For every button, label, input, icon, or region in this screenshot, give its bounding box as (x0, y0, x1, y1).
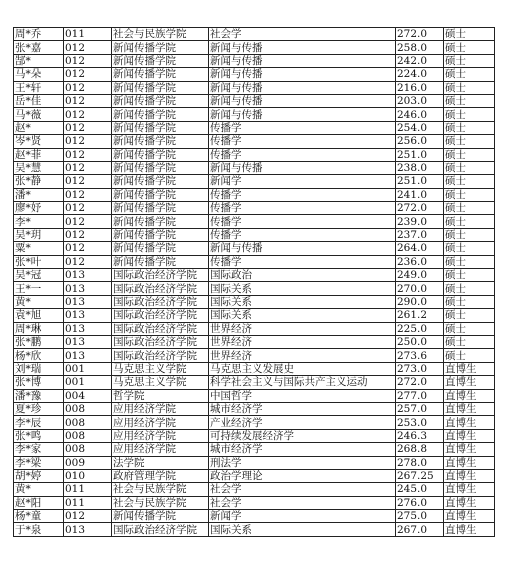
degree-type-cell: 硕士 (444, 242, 495, 255)
name-cell: 张*博 (14, 376, 64, 389)
degree-type-cell: 硕士 (444, 135, 495, 148)
table-row (14, 242, 495, 255)
table-row (14, 135, 495, 148)
score-cell: 264.0 (396, 242, 444, 255)
name-cell: 王*轩 (14, 81, 64, 94)
major-cell: 城市经济学 (209, 443, 396, 456)
school-code-cell: 012 (64, 148, 112, 161)
degree-type-cell: 直博生 (444, 483, 495, 496)
school-cell: 新闻传播学院 (112, 255, 209, 268)
degree-type-cell: 直博生 (444, 376, 495, 389)
school-cell: 马克思主义学院 (112, 376, 209, 389)
name-cell: 杨*童 (14, 510, 64, 523)
score-cell: 250.0 (396, 335, 444, 348)
name-cell: 刘*瑞 (14, 362, 64, 375)
score-cell: 272.0 (396, 202, 444, 215)
degree-type-cell: 硕士 (444, 68, 495, 81)
major-cell: 传播学 (209, 255, 396, 268)
school-cell: 新闻传播学院 (112, 148, 209, 161)
table-row (14, 362, 495, 375)
school-cell: 新闻传播学院 (112, 121, 209, 134)
table-row (14, 389, 495, 402)
school-cell: 国际政治经济学院 (112, 269, 209, 282)
score-cell: 237.0 (396, 228, 444, 241)
major-cell: 新闻与传播 (209, 41, 396, 54)
score-cell: 277.0 (396, 389, 444, 402)
name-cell: 黄* (14, 295, 64, 308)
name-cell: 潘*豫 (14, 389, 64, 402)
name-cell: 郜* (14, 54, 64, 67)
name-cell: 袁*旭 (14, 309, 64, 322)
name-cell: 胡*婷 (14, 469, 64, 482)
degree-type-cell: 直博生 (444, 416, 495, 429)
degree-type-cell: 硕士 (444, 54, 495, 67)
degree-type-cell: 硕士 (444, 175, 495, 188)
table-row (14, 402, 495, 415)
school-code-cell: 013 (64, 349, 112, 362)
degree-type-cell: 硕士 (444, 188, 495, 201)
school-code-cell: 013 (64, 309, 112, 322)
name-cell: 廖*妤 (14, 202, 64, 215)
name-cell: 潘* (14, 188, 64, 201)
major-cell: 传播学 (209, 135, 396, 148)
score-cell: 241.0 (396, 188, 444, 201)
major-cell: 传播学 (209, 228, 396, 241)
school-cell: 新闻传播学院 (112, 242, 209, 255)
degree-type-cell: 硕士 (444, 228, 495, 241)
score-cell: 225.0 (396, 322, 444, 335)
degree-type-cell: 硕士 (444, 148, 495, 161)
school-code-cell: 012 (64, 81, 112, 94)
major-cell: 传播学 (209, 215, 396, 228)
school-code-cell: 010 (64, 469, 112, 482)
score-cell: 273.0 (396, 362, 444, 375)
major-cell: 社会学 (209, 496, 396, 509)
school-code-cell: 012 (64, 510, 112, 523)
degree-type-cell: 直博生 (444, 469, 495, 482)
table-row (14, 228, 495, 241)
school-cell: 新闻传播学院 (112, 81, 209, 94)
score-cell: 261.2 (396, 309, 444, 322)
degree-type-cell: 硕士 (444, 28, 495, 41)
name-cell: 赵* (14, 121, 64, 134)
admission-table (13, 27, 495, 537)
school-code-cell: 009 (64, 456, 112, 469)
major-cell: 新闻与传播 (209, 94, 396, 107)
score-cell: 278.0 (396, 456, 444, 469)
school-cell: 国际政治经济学院 (112, 322, 209, 335)
major-cell: 城市经济学 (209, 402, 396, 415)
name-cell: 吴*慧 (14, 161, 64, 174)
table-row (14, 41, 495, 54)
degree-type-cell: 直博生 (444, 523, 495, 536)
name-cell: 李*家 (14, 443, 64, 456)
school-cell: 国际政治经济学院 (112, 295, 209, 308)
degree-type-cell: 硕士 (444, 94, 495, 107)
major-cell: 传播学 (209, 188, 396, 201)
school-cell: 新闻传播学院 (112, 215, 209, 228)
school-code-cell: 012 (64, 188, 112, 201)
major-cell: 刑法学 (209, 456, 396, 469)
school-cell: 应用经济学院 (112, 416, 209, 429)
major-cell: 马克思主义发展史 (209, 362, 396, 375)
major-cell: 新闻与传播 (209, 54, 396, 67)
major-cell: 新闻学 (209, 175, 396, 188)
school-cell: 新闻传播学院 (112, 175, 209, 188)
table-row (14, 121, 495, 134)
school-code-cell: 013 (64, 322, 112, 335)
school-cell: 新闻传播学院 (112, 41, 209, 54)
degree-type-cell: 硕士 (444, 108, 495, 121)
score-cell: 239.0 (396, 215, 444, 228)
major-cell: 可持续发展经济学 (209, 429, 396, 442)
score-cell: 273.6 (396, 349, 444, 362)
score-cell: 272.0 (396, 376, 444, 389)
school-code-cell: 008 (64, 443, 112, 456)
table-row (14, 188, 495, 201)
table-row (14, 175, 495, 188)
score-cell: 275.0 (396, 510, 444, 523)
degree-type-cell: 硕士 (444, 121, 495, 134)
school-code-cell: 012 (64, 161, 112, 174)
school-code-cell: 012 (64, 255, 112, 268)
school-code-cell: 012 (64, 41, 112, 54)
table-row (14, 255, 495, 268)
school-code-cell: 013 (64, 523, 112, 536)
name-cell: 张*鸣 (14, 429, 64, 442)
school-code-cell: 012 (64, 215, 112, 228)
school-code-cell: 008 (64, 429, 112, 442)
school-code-cell: 012 (64, 135, 112, 148)
school-code-cell: 008 (64, 402, 112, 415)
table-row (14, 429, 495, 442)
table-row (14, 443, 495, 456)
score-cell: 267.0 (396, 523, 444, 536)
school-code-cell: 012 (64, 54, 112, 67)
table-row (14, 295, 495, 308)
name-cell: 岑*贤 (14, 135, 64, 148)
school-code-cell: 008 (64, 416, 112, 429)
school-cell: 政府管理学院 (112, 469, 209, 482)
name-cell: 李*梁 (14, 456, 64, 469)
score-cell: 253.0 (396, 416, 444, 429)
major-cell: 新闻学 (209, 510, 396, 523)
school-cell: 新闻传播学院 (112, 94, 209, 107)
score-cell: 251.0 (396, 175, 444, 188)
school-code-cell: 011 (64, 483, 112, 496)
table-row (14, 523, 495, 536)
score-cell: 242.0 (396, 54, 444, 67)
major-cell: 社会学 (209, 483, 396, 496)
school-code-cell: 013 (64, 282, 112, 295)
degree-type-cell: 硕士 (444, 335, 495, 348)
major-cell: 中国哲学 (209, 389, 396, 402)
major-cell: 国际政治 (209, 269, 396, 282)
degree-type-cell: 硕士 (444, 161, 495, 174)
school-code-cell: 012 (64, 228, 112, 241)
school-cell: 新闻传播学院 (112, 108, 209, 121)
table-row (14, 322, 495, 335)
name-cell: 吴*冠 (14, 269, 64, 282)
school-cell: 哲学院 (112, 389, 209, 402)
degree-type-cell: 直博生 (444, 362, 495, 375)
major-cell: 世界经济 (209, 335, 396, 348)
name-cell: 张*叶 (14, 255, 64, 268)
degree-type-cell: 硕士 (444, 349, 495, 362)
major-cell: 新闻与传播 (209, 68, 396, 81)
school-code-cell: 001 (64, 376, 112, 389)
school-cell: 国际政治经济学院 (112, 282, 209, 295)
school-cell: 新闻传播学院 (112, 202, 209, 215)
school-cell: 社会与民族学院 (112, 483, 209, 496)
table-row (14, 335, 495, 348)
school-cell: 马克思主义学院 (112, 362, 209, 375)
score-cell: 216.0 (396, 81, 444, 94)
table-row (14, 215, 495, 228)
major-cell: 新闻与传播 (209, 108, 396, 121)
score-cell: 272.0 (396, 28, 444, 41)
school-code-cell: 012 (64, 121, 112, 134)
degree-type-cell: 直博生 (444, 402, 495, 415)
score-cell: 236.0 (396, 255, 444, 268)
school-code-cell: 013 (64, 295, 112, 308)
score-cell: 251.0 (396, 148, 444, 161)
major-cell: 社会学 (209, 28, 396, 41)
degree-type-cell: 硕士 (444, 309, 495, 322)
school-code-cell: 012 (64, 202, 112, 215)
school-cell: 国际政治经济学院 (112, 349, 209, 362)
degree-type-cell: 硕士 (444, 41, 495, 54)
school-cell: 应用经济学院 (112, 402, 209, 415)
major-cell: 世界经济 (209, 349, 396, 362)
score-cell: 268.8 (396, 443, 444, 456)
degree-type-cell: 直博生 (444, 389, 495, 402)
name-cell: 张*鹏 (14, 335, 64, 348)
school-cell: 新闻传播学院 (112, 188, 209, 201)
degree-type-cell: 直博生 (444, 443, 495, 456)
school-code-cell: 013 (64, 335, 112, 348)
score-cell: 238.0 (396, 161, 444, 174)
score-cell: 258.0 (396, 41, 444, 54)
school-code-cell: 012 (64, 68, 112, 81)
school-code-cell: 011 (64, 496, 112, 509)
name-cell: 马*薇 (14, 108, 64, 121)
degree-type-cell: 直博生 (444, 510, 495, 523)
table-row (14, 456, 495, 469)
school-code-cell: 012 (64, 108, 112, 121)
degree-type-cell: 硕士 (444, 282, 495, 295)
school-cell: 新闻传播学院 (112, 228, 209, 241)
degree-type-cell: 硕士 (444, 269, 495, 282)
school-cell: 社会与民族学院 (112, 496, 209, 509)
degree-type-cell: 硕士 (444, 215, 495, 228)
score-cell: 256.0 (396, 135, 444, 148)
score-cell: 224.0 (396, 68, 444, 81)
table-row (14, 94, 495, 107)
score-cell: 276.0 (396, 496, 444, 509)
degree-type-cell: 直博生 (444, 496, 495, 509)
school-cell: 应用经济学院 (112, 429, 209, 442)
name-cell: 赵*阳 (14, 496, 64, 509)
school-code-cell: 012 (64, 242, 112, 255)
name-cell: 李* (14, 215, 64, 228)
name-cell: 黄* (14, 483, 64, 496)
score-cell: 267.25 (396, 469, 444, 482)
name-cell: 李*辰 (14, 416, 64, 429)
major-cell: 科学社会主义与国际共产主义运动 (209, 376, 396, 389)
table-row (14, 68, 495, 81)
table-row (14, 202, 495, 215)
table-row (14, 309, 495, 322)
table-row (14, 81, 495, 94)
score-cell: 257.0 (396, 402, 444, 415)
table-row (14, 54, 495, 67)
school-cell: 新闻传播学院 (112, 68, 209, 81)
name-cell: 周*乔 (14, 28, 64, 41)
school-cell: 新闻传播学院 (112, 161, 209, 174)
table-row (14, 416, 495, 429)
major-cell: 国际关系 (209, 523, 396, 536)
degree-type-cell: 直博生 (444, 456, 495, 469)
score-cell: 246.3 (396, 429, 444, 442)
school-code-cell: 004 (64, 389, 112, 402)
major-cell: 新闻与传播 (209, 161, 396, 174)
school-cell: 国际政治经济学院 (112, 335, 209, 348)
table-row (14, 349, 495, 362)
table-row (14, 496, 495, 509)
name-cell: 马*朵 (14, 68, 64, 81)
school-cell: 应用经济学院 (112, 443, 209, 456)
table-row (14, 376, 495, 389)
table-row (14, 161, 495, 174)
score-cell: 203.0 (396, 94, 444, 107)
major-cell: 传播学 (209, 202, 396, 215)
score-cell: 270.0 (396, 282, 444, 295)
name-cell: 夏*珍 (14, 402, 64, 415)
school-cell: 国际政治经济学院 (112, 523, 209, 536)
score-cell: 290.0 (396, 295, 444, 308)
table-body (14, 28, 495, 537)
table-row (14, 483, 495, 496)
major-cell: 国际关系 (209, 309, 396, 322)
score-cell: 246.0 (396, 108, 444, 121)
score-cell: 245.0 (396, 483, 444, 496)
table-row (14, 510, 495, 523)
name-cell: 张*嘉 (14, 41, 64, 54)
name-cell: 杨*欣 (14, 349, 64, 362)
score-cell: 249.0 (396, 269, 444, 282)
school-cell: 新闻传播学院 (112, 54, 209, 67)
major-cell: 产业经济学 (209, 416, 396, 429)
major-cell: 政治学理论 (209, 469, 396, 482)
table-row (14, 469, 495, 482)
name-cell: 岳*佳 (14, 94, 64, 107)
table-row (14, 28, 495, 41)
name-cell: 王*一 (14, 282, 64, 295)
major-cell: 国际关系 (209, 295, 396, 308)
degree-type-cell: 硕士 (444, 322, 495, 335)
school-code-cell: 001 (64, 362, 112, 375)
table-row (14, 148, 495, 161)
degree-type-cell: 硕士 (444, 202, 495, 215)
table-row (14, 282, 495, 295)
degree-type-cell: 硕士 (444, 255, 495, 268)
school-code-cell: 013 (64, 269, 112, 282)
school-code-cell: 012 (64, 175, 112, 188)
name-cell: 周*琳 (14, 322, 64, 335)
name-cell: 粟* (14, 242, 64, 255)
school-cell: 新闻传播学院 (112, 510, 209, 523)
degree-type-cell: 直博生 (444, 429, 495, 442)
major-cell: 传播学 (209, 121, 396, 134)
degree-type-cell: 硕士 (444, 81, 495, 94)
table-row (14, 269, 495, 282)
major-cell: 世界经济 (209, 322, 396, 335)
school-cell: 法学院 (112, 456, 209, 469)
table-row (14, 108, 495, 121)
school-code-cell: 012 (64, 94, 112, 107)
name-cell: 赵*菲 (14, 148, 64, 161)
school-cell: 国际政治经济学院 (112, 309, 209, 322)
major-cell: 国际关系 (209, 282, 396, 295)
degree-type-cell: 硕士 (444, 295, 495, 308)
major-cell: 传播学 (209, 148, 396, 161)
score-cell: 254.0 (396, 121, 444, 134)
school-cell: 社会与民族学院 (112, 28, 209, 41)
name-cell: 吴*玥 (14, 228, 64, 241)
name-cell: 张*静 (14, 175, 64, 188)
major-cell: 新闻与传播 (209, 81, 396, 94)
name-cell: 于*泉 (14, 523, 64, 536)
school-cell: 新闻传播学院 (112, 135, 209, 148)
school-code-cell: 011 (64, 28, 112, 41)
major-cell: 新闻与传播 (209, 242, 396, 255)
